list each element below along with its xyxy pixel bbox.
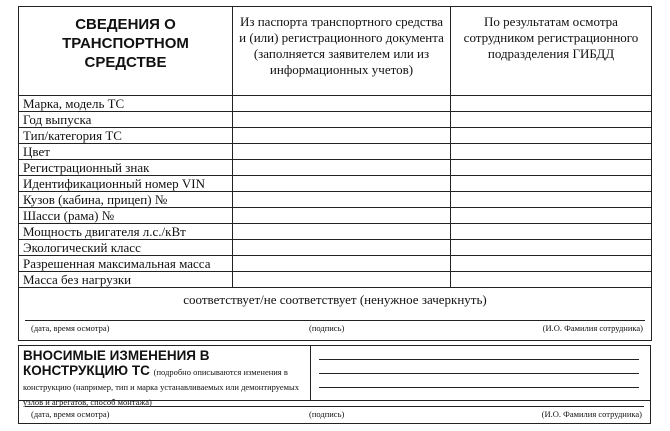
row-label-vin: Идентификационный номер VIN xyxy=(19,176,233,192)
design-changes-heading: ВНОСИМЫЕ ИЗМЕНЕНИЯ В КОНСТРУКЦИЮ ТС xyxy=(23,348,210,378)
cell-passport-value[interactable] xyxy=(233,96,451,112)
table-row xyxy=(19,160,652,176)
verdict-row xyxy=(19,288,652,341)
header-vehicle-info: СВЕДЕНИЯ О ТРАНСПОРТНОМ СРЕДСТВЕ xyxy=(19,7,233,96)
table-row xyxy=(19,144,652,160)
table-row xyxy=(19,176,652,192)
cell-inspection-value[interactable] xyxy=(451,272,652,288)
cell-inspection-value[interactable] xyxy=(451,192,652,208)
verdict-cell xyxy=(19,288,652,341)
table-row xyxy=(19,112,652,128)
row-label-reg-plate: Регистрационный знак xyxy=(19,160,233,176)
row-label-year: Год выпуска xyxy=(19,112,233,128)
caption-officer-name: (И.О. Фамилия сотрудника) xyxy=(542,323,643,333)
cell-inspection-value[interactable] xyxy=(451,144,652,160)
changes-fill-line[interactable] xyxy=(319,387,639,388)
column-divider xyxy=(310,346,311,400)
cell-passport-value[interactable] xyxy=(233,128,451,144)
table-row xyxy=(19,96,652,112)
cell-passport-value[interactable] xyxy=(233,144,451,160)
signature-line[interactable] xyxy=(25,406,644,407)
cell-passport-value[interactable] xyxy=(233,272,451,288)
verdict-text[interactable]: соответствует/не соответствует (ненужное зачеркнуть) xyxy=(183,292,487,307)
cell-passport-value[interactable] xyxy=(233,224,451,240)
cell-inspection-value[interactable] xyxy=(451,240,652,256)
cell-inspection-value[interactable] xyxy=(451,128,652,144)
row-label-curb-mass: Масса без нагрузки xyxy=(19,272,233,288)
cell-passport-value[interactable] xyxy=(233,192,451,208)
caption-signature: (подпись) xyxy=(309,323,345,333)
row-label-eco-class: Экологический класс xyxy=(19,240,233,256)
design-changes-note: (подробно описываются изменения в конструкцию (например, тип и марка устанавливаемых или демонтируемых узлов и агрегатов, способ монтажа) xyxy=(23,367,300,407)
cell-passport-value[interactable] xyxy=(233,160,451,176)
table-row xyxy=(19,224,652,240)
row-label-body-number: Кузов (кабина, прицеп) № xyxy=(19,192,233,208)
row-label-engine-power: Мощность двигателя л.с./кВт xyxy=(19,224,233,240)
cell-passport-value[interactable] xyxy=(233,240,451,256)
header-inspection-results: По результатам осмотра сотрудником регистрационного подразделения ГИБДД xyxy=(451,7,652,96)
caption-signature: (подпись) xyxy=(309,409,345,419)
row-label-type-category: Тип/категория ТС xyxy=(19,128,233,144)
row-label-max-mass: Разрешенная максимальная масса xyxy=(19,256,233,272)
table-row xyxy=(19,192,652,208)
cell-inspection-value[interactable] xyxy=(451,112,652,128)
design-changes-title xyxy=(23,348,307,408)
row-divider xyxy=(19,400,650,401)
table-row xyxy=(19,272,652,288)
changes-fill-line[interactable] xyxy=(319,373,639,374)
cell-passport-value[interactable] xyxy=(233,256,451,272)
signature-line[interactable] xyxy=(25,320,645,321)
changes-fill-line[interactable] xyxy=(319,359,639,360)
caption-date-time: (дата, время осмотра) xyxy=(31,323,110,333)
cell-inspection-value[interactable] xyxy=(451,176,652,192)
table-header-row xyxy=(19,7,652,96)
cell-inspection-value[interactable] xyxy=(451,160,652,176)
table-row xyxy=(19,240,652,256)
table-row xyxy=(19,256,652,272)
cell-inspection-value[interactable] xyxy=(451,256,652,272)
table-row xyxy=(19,208,652,224)
cell-passport-value[interactable] xyxy=(233,176,451,192)
caption-officer-name: (И.О. Фамилия сотрудника) xyxy=(541,409,642,419)
row-label-chassis-number: Шасси (рама) № xyxy=(19,208,233,224)
cell-passport-value[interactable] xyxy=(233,112,451,128)
row-label-color: Цвет xyxy=(19,144,233,160)
caption-date-time: (дата, время осмотра) xyxy=(31,409,110,419)
cell-passport-value[interactable] xyxy=(233,208,451,224)
row-label-make-model: Марка, модель ТС xyxy=(19,96,233,112)
vehicle-info-table xyxy=(18,6,652,341)
table-row xyxy=(19,128,652,144)
cell-inspection-value[interactable] xyxy=(451,224,652,240)
header-from-passport: Из паспорта транспортного средства и (или) регистрационного документа (заполняется заявителем или из информационных учетов) xyxy=(233,7,451,96)
cell-inspection-value[interactable] xyxy=(451,208,652,224)
cell-inspection-value[interactable] xyxy=(451,96,652,112)
design-changes-block xyxy=(18,345,651,424)
